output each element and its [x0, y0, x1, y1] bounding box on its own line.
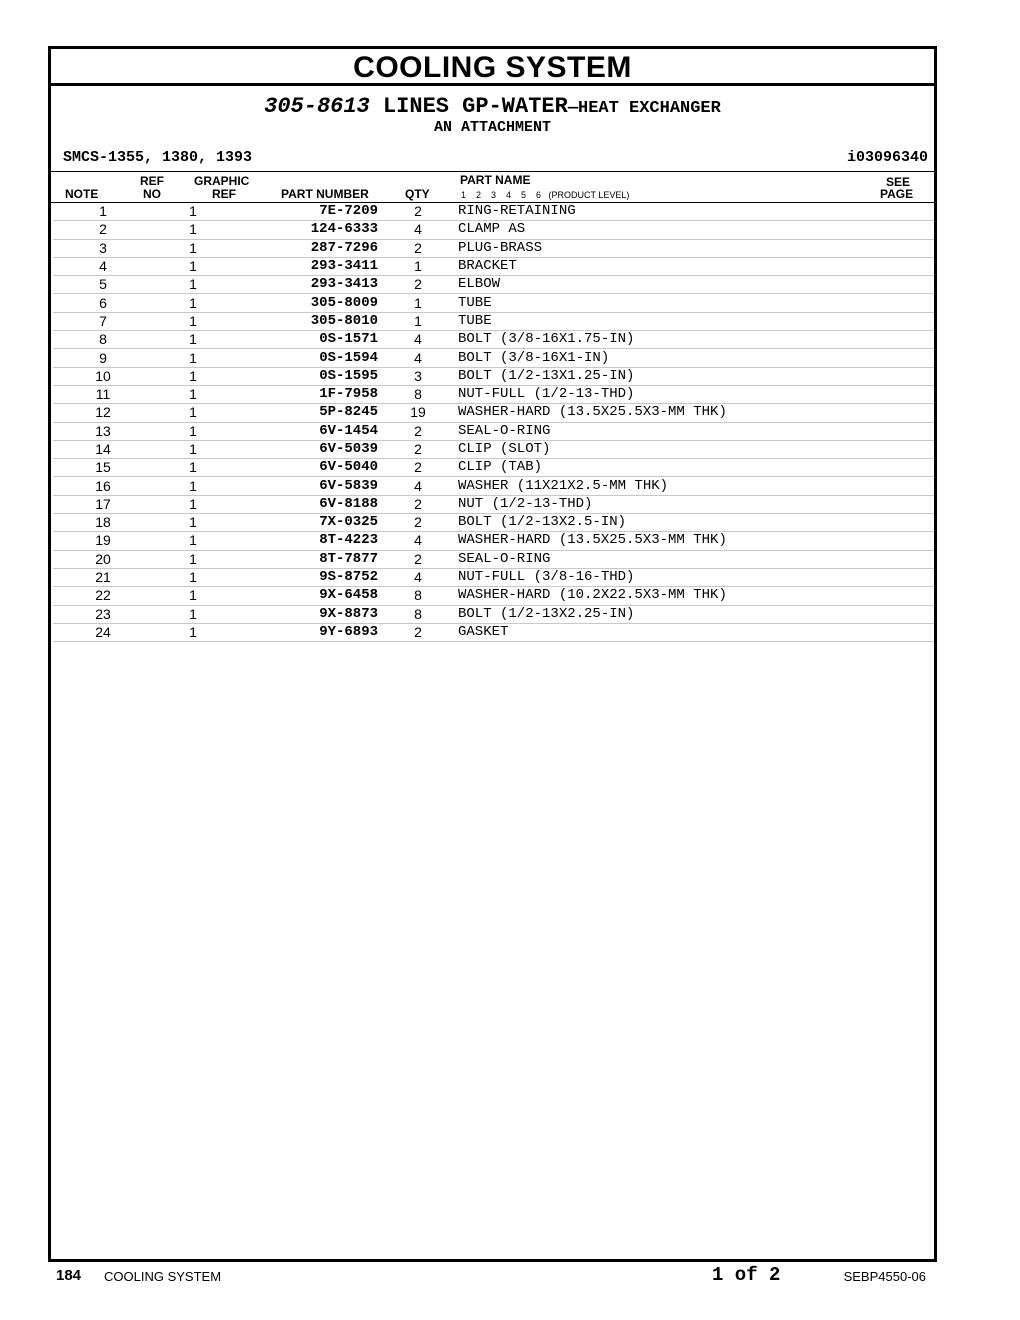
ref-no-cell — [53, 404, 153, 422]
col-graphic-bottom: REF — [212, 187, 236, 201]
part-name-cell: BOLT (3/8-16X1-IN) — [458, 349, 934, 367]
part-name-cell: TUBE — [458, 294, 934, 312]
ref-no: 11 — [95, 386, 111, 403]
smcs-row — [51, 147, 934, 172]
ref-no: 7 — [99, 312, 107, 329]
part-number-cell: 6V-5040 — [233, 459, 378, 477]
ref-no: 13 — [95, 422, 111, 439]
qty-cell: 4 — [378, 532, 458, 550]
ref-no-cell — [53, 257, 153, 275]
table-row — [53, 331, 934, 349]
ref-no-cell — [53, 239, 153, 257]
ref-no-cell — [53, 623, 153, 641]
table-row — [53, 477, 934, 495]
qty-cell: 4 — [378, 221, 458, 239]
part-name-cell: WASHER-HARD (13.5X25.5X3-MM THK) — [458, 404, 934, 422]
part-number-cell: 7X-0325 — [233, 514, 378, 532]
graphic-ref-cell: 1 — [153, 221, 233, 239]
ref-no-cell — [53, 587, 153, 605]
part-name-cell: BOLT (1/2-13X2.25-IN) — [458, 605, 934, 623]
part-name-cell: WASHER-HARD (10.2X22.5X3-MM THK) — [458, 587, 934, 605]
col-part-name: PART NAME — [460, 173, 531, 187]
table-row — [53, 587, 934, 605]
ref-no-cell — [53, 514, 153, 532]
group-title — [51, 95, 934, 119]
ref-no: 15 — [95, 459, 111, 476]
ref-no: 10 — [95, 367, 111, 384]
col-note: NOTE — [65, 187, 99, 201]
part-name-cell: WASHER (11X21X2.5-MM THK) — [458, 477, 934, 495]
ref-no-cell — [53, 221, 153, 239]
part-name-cell: BOLT (1/2-13X2.5-IN) — [458, 514, 934, 532]
ref-no-cell — [53, 550, 153, 568]
page-number: 184 — [56, 1267, 82, 1284]
qty-cell: 8 — [378, 605, 458, 623]
qty-cell: 2 — [378, 239, 458, 257]
col-ref-bottom: NO — [143, 187, 161, 201]
part-name-cell: PLUG-BRASS — [458, 239, 934, 257]
qty-cell: 2 — [378, 514, 458, 532]
table-row — [53, 385, 934, 403]
graphic-ref-cell: 1 — [153, 239, 233, 257]
qty-cell: 2 — [378, 459, 458, 477]
column-header — [51, 172, 934, 203]
group-name: LINES GP-WATER — [382, 94, 568, 119]
ref-no-cell — [53, 367, 153, 385]
qty-cell: 4 — [378, 568, 458, 586]
ref-no: 18 — [95, 514, 111, 531]
ref-no: 14 — [95, 441, 111, 457]
graphic-ref-cell: 1 — [153, 404, 233, 422]
qty-cell: 2 — [378, 550, 458, 568]
ref-no: 2 — [99, 221, 107, 238]
ref-no: 3 — [99, 239, 107, 256]
part-number-cell: 293-3413 — [233, 276, 378, 294]
qty-cell: 4 — [378, 349, 458, 367]
graphic-ref-cell: 1 — [153, 477, 233, 495]
part-name-cell: TUBE — [458, 312, 934, 330]
part-number-cell: 293-3411 — [233, 257, 378, 275]
part-number-cell: 6V-1454 — [233, 422, 378, 440]
table-row — [53, 532, 934, 550]
graphic-ref-cell: 1 — [153, 514, 233, 532]
table-row — [53, 312, 934, 330]
graphic-ref-cell: 1 — [153, 605, 233, 623]
part-name-cell: WASHER-HARD (13.5X25.5X3-MM THK) — [458, 532, 934, 550]
qty-cell: 2 — [378, 495, 458, 513]
qty-cell: 8 — [378, 385, 458, 403]
part-name-cell: BOLT (3/8-16X1.75-IN) — [458, 331, 934, 349]
table-row — [53, 514, 934, 532]
graphic-ref-cell: 1 — [153, 440, 233, 458]
table-row — [53, 221, 934, 239]
ref-no-cell — [53, 605, 153, 623]
ref-no: 17 — [95, 495, 111, 512]
table-row — [53, 568, 934, 586]
table-row — [53, 440, 934, 458]
table-row — [53, 605, 934, 623]
ref-no-cell — [53, 349, 153, 367]
ref-no-cell — [53, 294, 153, 312]
table-row — [53, 294, 934, 312]
ref-no: 23 — [95, 605, 111, 622]
col-ref-top: REF — [140, 174, 164, 188]
ref-no: 20 — [95, 550, 111, 567]
ref-no: 1 — [99, 203, 107, 220]
table-row — [53, 623, 934, 641]
ref-no: 4 — [99, 258, 107, 275]
parts-table — [53, 203, 934, 642]
part-name-cell: CLIP (TAB) — [458, 459, 934, 477]
document-id: SEBP4550-06 — [843, 1269, 926, 1284]
ref-no-cell — [53, 495, 153, 513]
page-footer — [56, 1266, 936, 1286]
footer-section: COOLING SYSTEM — [104, 1269, 222, 1284]
graphic-ref-cell: 1 — [153, 568, 233, 586]
table-row — [53, 349, 934, 367]
part-number-cell: 8T-7877 — [233, 550, 378, 568]
group-name-suffix: —HEAT EXCHANGER — [567, 99, 721, 118]
ref-no-cell — [53, 568, 153, 586]
part-number-cell: 0S-1594 — [233, 349, 378, 367]
graphic-ref-cell: 1 — [153, 550, 233, 568]
section-title: COOLING SYSTEM — [51, 49, 934, 86]
qty-cell: 2 — [378, 276, 458, 294]
table-row — [53, 203, 934, 221]
part-number-cell: 9X-8873 — [233, 605, 378, 623]
graphic-ref-cell: 1 — [153, 331, 233, 349]
qty-cell: 4 — [378, 477, 458, 495]
part-name-cell: RING-RETAINING — [458, 203, 934, 221]
col-part-number: PART NUMBER — [281, 187, 369, 201]
parts-page-frame — [48, 46, 937, 1262]
part-name-cell: GASKET — [458, 623, 934, 641]
qty-cell: 1 — [378, 294, 458, 312]
qty-cell: 1 — [378, 257, 458, 275]
part-number-cell: 9X-6458 — [233, 587, 378, 605]
part-name-cell: NUT (1/2-13-THD) — [458, 495, 934, 513]
part-number-cell: 0S-1595 — [233, 367, 378, 385]
ref-no-cell — [53, 385, 153, 403]
part-number-cell: 287-7296 — [233, 239, 378, 257]
table-row — [53, 239, 934, 257]
part-name-cell: ELBOW — [458, 276, 934, 294]
part-name-cell: NUT-FULL (3/8-16-THD) — [458, 568, 934, 586]
table-row — [53, 495, 934, 513]
part-name-cell: SEAL-O-RING — [458, 422, 934, 440]
qty-cell: 3 — [378, 367, 458, 385]
part-number-cell: 1F-7958 — [233, 385, 378, 403]
part-name-cell: CLAMP AS — [458, 221, 934, 239]
part-number-cell: 6V-5039 — [233, 440, 378, 458]
graphic-ref-cell: 1 — [153, 312, 233, 330]
part-number-cell: 8T-4223 — [233, 532, 378, 550]
table-row — [53, 422, 934, 440]
table-row — [53, 550, 934, 568]
ref-no: 9 — [99, 349, 107, 366]
ref-no-cell — [53, 276, 153, 294]
part-name-cell: SEAL-O-RING — [458, 550, 934, 568]
ref-no-cell — [53, 459, 153, 477]
ref-no: 19 — [95, 532, 111, 549]
table-row — [53, 367, 934, 385]
smcs-codes: SMCS-1355, 1380, 1393 — [63, 149, 253, 166]
part-name-cell: BOLT (1/2-13X1.25-IN) — [458, 367, 934, 385]
qty-cell: 8 — [378, 587, 458, 605]
ref-no-cell — [53, 532, 153, 550]
ref-no: 21 — [95, 569, 111, 586]
graphic-ref-cell: 1 — [153, 587, 233, 605]
part-number-cell: 305-8009 — [233, 294, 378, 312]
part-number-cell: 6V-5839 — [233, 477, 378, 495]
qty-cell: 4 — [378, 331, 458, 349]
ref-no-cell — [53, 477, 153, 495]
graphic-ref-cell: 1 — [153, 623, 233, 641]
part-name-cell: NUT-FULL (1/2-13-THD) — [458, 385, 934, 403]
qty-cell: 2 — [378, 203, 458, 221]
ref-no: 22 — [95, 587, 111, 604]
col-see-top: SEE — [886, 175, 911, 189]
part-number-cell: 9Y-6893 — [233, 623, 378, 641]
graphic-ref-cell: 1 — [153, 385, 233, 403]
col-qty: QTY — [405, 187, 430, 201]
ref-no-cell — [53, 203, 153, 221]
col-product-levels: 1 2 3 4 5 6 (PRODUCT LEVEL) — [461, 190, 630, 200]
table-row — [53, 459, 934, 477]
part-name-cell: BRACKET — [458, 257, 934, 275]
ref-no: 12 — [95, 404, 111, 421]
qty-cell: 19 — [378, 404, 458, 422]
attachment-label: AN ATTACHMENT — [433, 119, 552, 136]
part-number-cell: 5P-8245 — [233, 404, 378, 422]
part-number-cell: 124-6333 — [233, 221, 378, 239]
part-name-cell: CLIP (SLOT) — [458, 440, 934, 458]
graphic-ref-cell: 1 — [153, 294, 233, 312]
part-number-cell: 6V-8188 — [233, 495, 378, 513]
graphic-ref-cell: 1 — [153, 276, 233, 294]
qty-cell: 2 — [378, 440, 458, 458]
table-row — [53, 276, 934, 294]
part-number-cell: 7E-7209 — [233, 203, 378, 221]
ref-no: 6 — [99, 294, 107, 311]
page-of: 1 of 2 — [712, 1264, 781, 1286]
part-number-cell: 9S-8752 — [233, 568, 378, 586]
graphic-ref-cell: 1 — [153, 349, 233, 367]
ref-no: 8 — [99, 331, 107, 348]
ref-no-cell — [53, 422, 153, 440]
qty-cell: 2 — [378, 623, 458, 641]
part-number-cell: 0S-1571 — [233, 331, 378, 349]
graphic-ref-cell: 1 — [153, 257, 233, 275]
table-row — [53, 257, 934, 275]
graphic-ref-cell: 1 — [153, 495, 233, 513]
qty-cell: 1 — [378, 312, 458, 330]
graphic-ref-cell: 1 — [153, 367, 233, 385]
graphic-ref-cell: 1 — [153, 422, 233, 440]
illustration-id: i03096340 — [846, 149, 928, 166]
ref-no: 24 — [95, 623, 111, 640]
ref-no-cell — [53, 331, 153, 349]
part-number-cell: 305-8010 — [233, 312, 378, 330]
graphic-ref-cell: 1 — [153, 203, 233, 221]
ref-no-cell — [53, 312, 153, 330]
graphic-ref-cell: 1 — [153, 459, 233, 477]
col-see-bottom: PAGE — [880, 187, 914, 201]
group-part-number: 305-8613 — [264, 94, 370, 119]
ref-no: 16 — [95, 477, 111, 494]
graphic-ref-cell: 1 — [153, 532, 233, 550]
ref-no: 5 — [99, 276, 107, 293]
ref-no-cell — [53, 440, 153, 458]
table-row — [53, 404, 934, 422]
qty-cell: 2 — [378, 422, 458, 440]
col-graphic-top: GRAPHIC — [194, 174, 250, 188]
